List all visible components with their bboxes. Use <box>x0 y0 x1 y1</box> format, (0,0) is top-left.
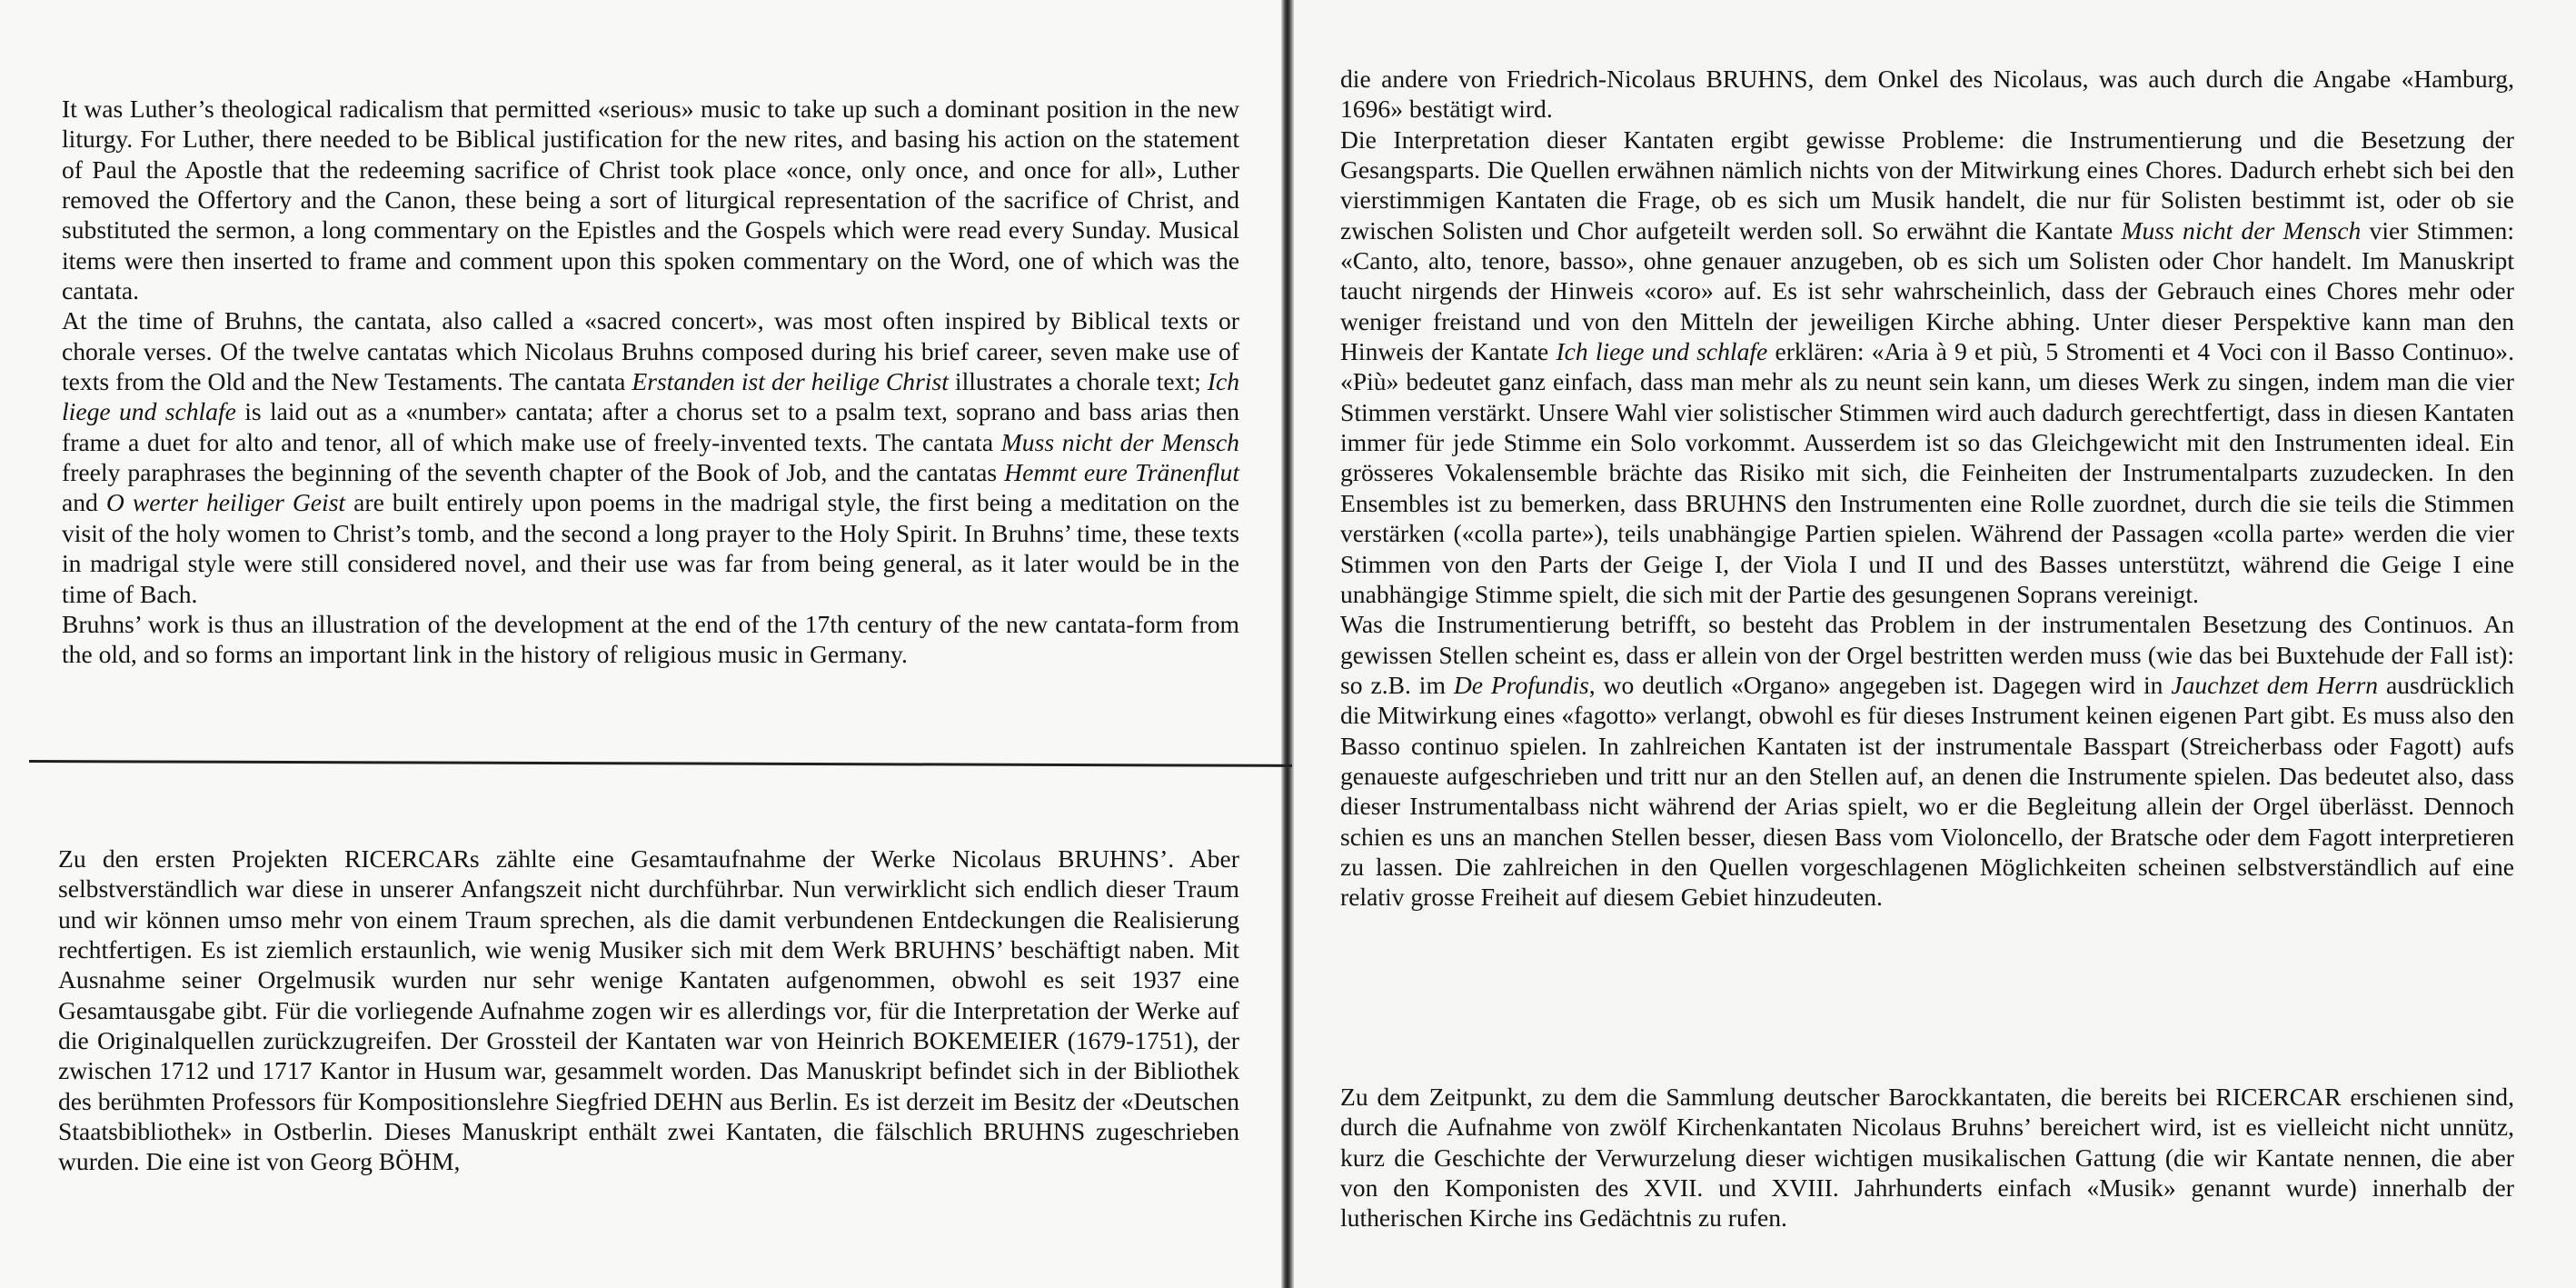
german-right-paragraph-1: die andere von Friedrich-Nicolaus BRUHNS, dem Onkel des Nicolaus, was auch durch die Angabe «Hamburg, 1696» bestätigt wird. <box>1340 65 2514 124</box>
english-text-block <box>62 94 1239 670</box>
cantata-title: Jauchzet dem Herrn <box>2171 670 2379 699</box>
english-paragraph-3: Bruhns’ work is thus an illustration of the development at the end of the 17th century of the new cantata-form from the old, and so forms an important link in the history of religious music in Germany. <box>62 609 1239 669</box>
cantata-title: Muss nicht der Mensch <box>1000 427 1239 456</box>
cantata-title: De Profundis <box>1453 670 1589 699</box>
german-right-text-block <box>1340 64 2514 913</box>
cantata-title: O werter heiliger Geist <box>105 488 346 517</box>
english-paragraph-2: At the time of Bruhns, the cantata, also called a «sacred concert», was most often inspired by Biblical texts or chorale verses. Of the twelve cantatas which Nicolaus Bruhns composed during his brief career, seven make use of texts from the Old and the New Testaments. The cantata Erstanden ist der heilige Christ illustrates a chorale text; Ich liege und schlafe is laid out as a «number» cantata; after a chorus set to a psalm text, soprano and bass arias then frame a duet for alto and tenor, all of which make use of freely-invented texts. The cantata Muss nicht der Mensch freely paraphrases the beginning of the seventh chapter of the Book of Job, and the cantatas Hemmt eure Tränenflut and O werter heiliger Geist are built entirely upon poems in the madrigal style, the first being a meditation on the visit of the holy women to Christ’s tomb, and the second a long prayer to the Holy Spirit. In Bruhns’ time, these texts in madrigal style were still considered novel, and their use was far from being general, as it later would be in the time of Bach. <box>62 306 1240 608</box>
cantata-title: Erstanden ist der heilige Christ <box>632 367 949 396</box>
english-paragraph-1: It was Luther’s theological radicalism that permitted «serious» music to take up such a dominant position in the new liturgy. For Luther, there needed to be Biblical justification for the new rites, and basing his action on the statement of Paul the Apostle that the redeeming sacrifice of Christ took place «once, only once, and once for all», Luther removed the Offertory and the Canon, these being a sort of liturgical representation of the sacrifice of Christ, and substituted the sermon, a long commentary on the Epistles and the Gospels which were read every Sunday. Musical items were then inserted to frame and comment upon this spoken commentary on the Word, one of which was the cantata. <box>62 95 1239 305</box>
german-left-text-block <box>58 844 1239 1177</box>
german-right-paragraph-4: Zu dem Zeitpunkt, zu dem die Sammlung deutscher Barockkantaten, die bereits bei RICERCAR erschienen sind, durch die Aufnahme von zwölf Kirchenkantaten Nicolaus Bruhns’ bereichert wird, ist es vielleicht nicht unnütz, kurz die Geschichte der Verwurzelung dieser wichtigen musikalischen Gattung (die wir Kantate nennen, die aber von den Komponisten des XVII. und XVIII. Jahrhunderts einfach «Musik» genannt wurde) innerhalb der lutherischen Kirche ins Gedächtnis zu rufen. <box>1340 1083 2514 1233</box>
german-left-paragraph-1: Zu den ersten Projekten RICERCARs zählte eine Gesamtaufnahme der Werke Nicolaus BRUHNS’. Aber selbstverständlich war diese in unserer Anfangszeit nicht durchführbar. Nun verwirklicht sich endlich dieser Traum und wir können umso mehr von einem Traum sprechen, als die damit verbundenen Entdeckungen die Realisierung rechtfertigen. Es ist ziemlich erstaunlich, wie wenig Musiker sich mit dem Werk BRUHNS’ beschäftigt naben. Mit Ausnahme seiner Orgelmusik wurden nur sehr wenige Kantaten aufgenommen, obwohl es seit 1937 eine Gesamtausgabe gibt. Für die vorliegende Aufnahme zogen wir es allerdings vor, für die Interpretation der Werke auf die Originalquellen zurückzugreifen. Der Grossteil der Kantaten war von Heinrich BOKEMEIER (1679-1751), der zwischen 1712 und 1717 Kantor in Husum war, gesammelt worden. Das Manuskript befindet sich in der Bibliothek des berühmten Professors für Kompositionslehre Siegfried DEHN aus Berlin. Es ist derzeit im Besitz der «Deutschen Staatsbibliothek» in Ostberlin. Dieses Manuskript enthält zwei Kantaten, die fälschlich BRUHNS zugeschrieben wurden. Die eine ist von Georg BÖHM, <box>58 844 1239 1176</box>
german-right-paragraph-3: Was die Instrumentierung betrifft, so besteht das Problem in der instrumentalen Besetzung des Continuos. An gewissen Stellen scheint es, dass er allein von der Orgel bestritten werden muss (wie das bei Buxtehude der Fall ist): so z.B. im De Profundis, wo deutlich «Organo» angegeben ist. Dagegen wird in Jauchzet dem Herrn ausdrücklich die Mitwirkung eines «fagotto» verlangt, obwohl es für dieses Instrument keinen eigenen Part gibt. Es muss also den Basso continuo spielen. In zahlreichen Kantaten ist der instrumentale Basspart (Streicherbass oder Fagott) aufs genaueste aufgeschrieben und tritt nur an den Stellen auf, an denen die Instrumente spielen. Das bedeutet also, dass dieser Instrumentalbass nicht während der Arias spielt, wo er die Begleitung allein der Orgel überlässt. Dennoch schien es uns an manchen Stellen besser, diesen Bass vom Violoncello, der Bratsche oder dem Fagott interpretieren zu lassen. Die zahlreichen in den Quellen vorgeschlagenen Möglichkeiten scheinen selbstverständlich auf eine relativ grosse Freiheit auf diesem Gebiet hinzudeuten. <box>1340 610 2515 912</box>
cantata-title: Ich liege und schlafe <box>1556 337 1768 366</box>
german-right-paragraph-2: Die Interpretation dieser Kantaten ergibt gewisse Probleme: die Instrumentierung und die Besetzung der Gesangsparts. Die Quellen erwähnen nämlich nichts von der Mitwirkung eines Chores. Dadurch erhebt sich bei den vierstimmigen Kantaten die Frage, ob es sich um Musik handelt, die nur für Solisten bestimmt ist, oder ob sie zwischen Solisten und Chor aufgeteilt werden soll. So erwähnt die Kantate Muss nicht der Mensch vier Stimmen: «Canto, alto, tenore, basso», ohne genauer anzugeben, ob es sich um Solisten oder Chor handelt. Im Manuskript taucht nirgends der Hinweis «coro» auf. Es ist sehr wahrscheinlich, dass der Gebrauch eines Chores mehr oder weniger freistand und von den Mitteln der jeweiligen Kirche abhing. Unter dieser Perspektive kann man den Hinweis der Kantate Ich liege und schlafe erklären: «Aria à 9 et più, 5 Stromenti et 4 Voci con il Basso Continuo». «Più» bedeutet ganz einfach, dass man mehr als zu neunt sein kann, um dieses Werk zu singen, indem man die vier Stimmen verstärkt. Unsere Wahl vier solistischer Stimmen wird auch dadurch gerechtfertigt, dass in diesen Kantaten immer für jede Stimme ein Solo vorkommt. Ausserdem ist so das Gleichgewicht mit den Instrumenten ideal. Ein grösseres Vokalensemble brächte das Risiko mit sich, die Feinheiten der Instrumentalparts zuzudecken. In den Ensembles ist zu bemerken, dass BRUHNS den Instrumenten eine Rolle zuordnet, durch die sie teils die Stimmen verstärken («colla parte»), teils unabhängige Partien spielen. Während der Passagen «colla parte» werden die vier Stimmen von den Parts der Geige I, der Viola I und II und des Basses unterstützt, während die Geige I eine unabhängige Stimme spielt, die sich mit der Partie des gesungenen Soprans vereinigt. <box>1340 125 2514 608</box>
cantata-title: Muss nicht der Mensch <box>2121 215 2362 245</box>
cantata-title: Hemmt eure Tränenflut <box>1004 458 1239 487</box>
book-spine <box>1281 0 1294 1288</box>
german-right-closing-block <box>1340 1082 2514 1233</box>
cantata-title: Ich liege und schlafe <box>62 367 1240 426</box>
